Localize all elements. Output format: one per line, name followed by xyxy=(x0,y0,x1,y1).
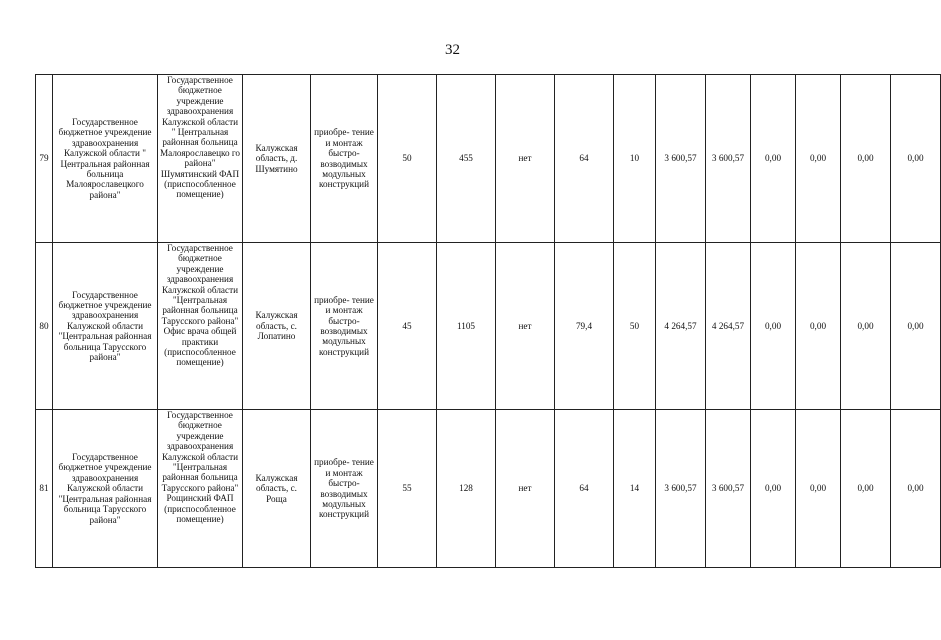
table-row xyxy=(36,410,941,568)
value-cell: 0,00 xyxy=(891,243,941,410)
row-index: 80 xyxy=(36,243,53,410)
organization-cell: Государственное бюджетное учреждение здравоохранения Калужской области "Центральная районная больница Тарусского района" xyxy=(53,243,158,410)
value-cell: 4 264,57 xyxy=(656,243,706,410)
value-cell: 3 600,57 xyxy=(656,75,706,243)
value-cell: 14 xyxy=(614,410,656,568)
value-cell: 3 600,57 xyxy=(706,410,751,568)
organization-cell: Государственное бюджетное учреждение здравоохранения Калужской области " Центральная районная больница Малоярославецкого района" xyxy=(53,75,158,243)
value-cell: нет xyxy=(496,410,555,568)
row-index: 81 xyxy=(36,410,53,568)
value-cell: 10 xyxy=(614,75,656,243)
table-row xyxy=(36,75,941,243)
value-cell: 0,00 xyxy=(751,243,796,410)
value-cell: 0,00 xyxy=(796,410,841,568)
value-cell: 64 xyxy=(555,75,614,243)
page-number: 32 xyxy=(445,42,460,58)
value-cell: 1105 xyxy=(437,243,496,410)
value-cell: 455 xyxy=(437,75,496,243)
value-cell: 0,00 xyxy=(841,410,891,568)
address-cell: Калужская область, с. Роща xyxy=(243,410,311,568)
facilities-table xyxy=(35,74,941,568)
object-cell: Государственное бюджетное учреждение здравоохранения Калужской области "Центральная районная больница Тарусского района" Рощинский ФАП (приспособленное помещение) xyxy=(158,410,243,568)
value-cell: 64 xyxy=(555,410,614,568)
value-cell: 0,00 xyxy=(891,410,941,568)
value-cell: 50 xyxy=(378,75,437,243)
value-cell: 0,00 xyxy=(751,75,796,243)
value-cell: 3 600,57 xyxy=(706,75,751,243)
row-index: 79 xyxy=(36,75,53,243)
value-cell: 45 xyxy=(378,243,437,410)
organization-cell: Государственное бюджетное учреждение здравоохранения Калужской области "Центральная районная больница Тарусского района" xyxy=(53,410,158,568)
value-cell: 3 600,57 xyxy=(656,410,706,568)
value-cell: 4 264,57 xyxy=(706,243,751,410)
value-cell: 0,00 xyxy=(796,75,841,243)
value-cell: 55 xyxy=(378,410,437,568)
action-cell: приобре- тение и монтаж быстро- возводимых модульных конструкций xyxy=(311,75,378,243)
address-cell: Калужская область, с. Лопатино xyxy=(243,243,311,410)
value-cell: 0,00 xyxy=(841,75,891,243)
value-cell: нет xyxy=(496,243,555,410)
action-cell: приобре- тение и монтаж быстро- возводимых модульных конструкций xyxy=(311,243,378,410)
value-cell: 50 xyxy=(614,243,656,410)
value-cell: нет xyxy=(496,75,555,243)
value-cell: 0,00 xyxy=(796,243,841,410)
action-cell: приобре- тение и монтаж быстро- возводимых модульных конструкций xyxy=(311,410,378,568)
table-row xyxy=(36,243,941,410)
address-cell: Калужская область, д. Шумятино xyxy=(243,75,311,243)
value-cell: 79,4 xyxy=(555,243,614,410)
value-cell: 0,00 xyxy=(751,410,796,568)
object-cell: Государственное бюджетное учреждение здравоохранения Калужской области " Центральная районная больница Малоярославецко го района" Шумятинский ФАП (приспособленное помещение) xyxy=(158,75,243,243)
object-cell: Государственное бюджетное учреждение здравоохранения Калужской области "Центральная районная больница Тарусского района" Офис врача общей практики (приспособленное помещение) xyxy=(158,243,243,410)
value-cell: 128 xyxy=(437,410,496,568)
value-cell: 0,00 xyxy=(841,243,891,410)
value-cell: 0,00 xyxy=(891,75,941,243)
